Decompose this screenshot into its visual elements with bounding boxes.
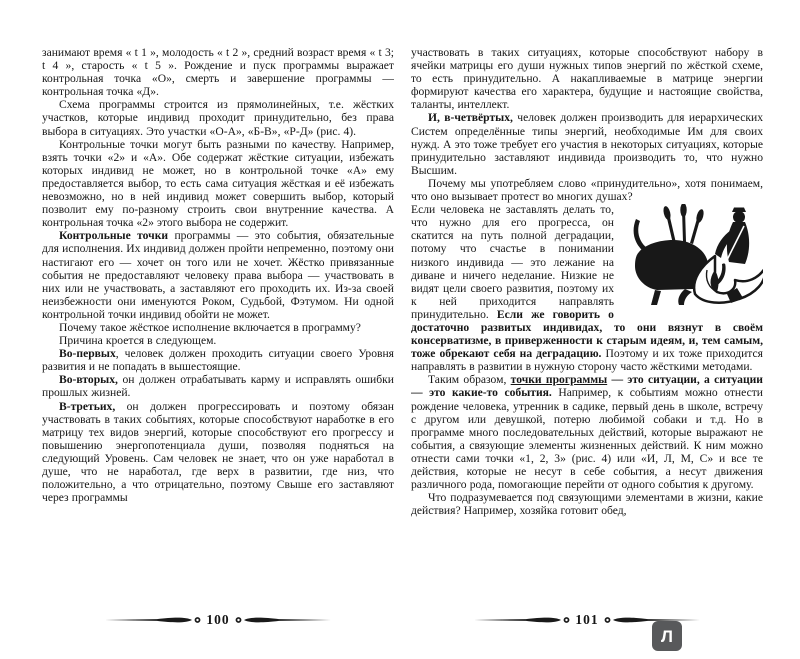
bull-tail (634, 219, 647, 251)
text-run: Контрольные точки могут быть разными по качеству. Например, взять точки «2» и «А». Обе содержат жёсткие ситуации, избежать которых индивид не может, но в контрольной точке «А» ему предоставляется выбор, то есть сама ситуация жёсткая и её избежать невозможно, но в ней индивид может совершить выбор, который позволит ему по-разному строить свои внутренние качества. А контрольная точка «2» этого выбора не содержит. (42, 137, 394, 230)
text-run: Схема программы строится из прямолинейных, т.е. жёстких участков, которые индивид проходит принудительно, без права выбора в ситуациях. Это участки «О-А», «Б-В», «Р-Д» (рис. 4). (42, 98, 394, 138)
text-run: участвовать в таких ситуациях, которые способствуют набору в ячейки матрицы его души нужных типов энергий по жёсткой схеме, то есть принудительно. А накапливаемые в матрице энергии формируют качества его характера, будущие и настоящие свойства, таланты, интеллект. (411, 46, 763, 112)
paragraph (411, 46, 763, 111)
text-run: Почему такое жёсткое исполнение включается в программу? (59, 320, 361, 334)
labirint-logo[interactable] (652, 621, 682, 651)
right-page (411, 46, 763, 602)
divider-ornament-icon (235, 614, 331, 626)
paragraph (411, 203, 763, 373)
text-run: он должен прогрессировать и поэтому обязан участвовать в таких событиях, которые способствуют наработке в его матрицу тех видов энергий, которые способствуют его прогрессу и повышению энергопотенциала души, позволяя подняться на следующий Уровень. Сам человек не знает, что он уже наработал в душе, что не наработал, где верх в развитии, где низ, что положительно, а что отрицательно, поэтому Свыше его заставляют через программы (42, 399, 394, 505)
text-run: Контрольные точки (59, 229, 169, 243)
matador-hat (732, 208, 746, 213)
text-run: Таким образом, (428, 373, 511, 387)
divider-ornament-icon (105, 614, 201, 626)
text-run: точки программы (510, 373, 608, 387)
bull-back-leg (651, 290, 661, 305)
text-run: программы — это события, обязательные для исполнения. Их индивид должен пройти непременно, поэтому они настигают его — хочет он того или не хочет. Жёстко привязанные события не предоставляют человеку права выбора — участвовать в них или не участвовать, а заставляют его проходить их. Из-за своей неизбежности они именуются Роком, Судьбой, Фэтумом. Ни одной контрольной точки индивид обойти не может. (42, 229, 394, 321)
paragraph (42, 138, 394, 230)
text-run: Поэтому и их тоже приходится направлять в развитии в нужную сторону часто жёсткими методами. (411, 347, 763, 374)
text-run: — это ситуации, а ситуации — это какие-то события. (411, 373, 763, 400)
paragraph (42, 400, 394, 505)
left-page (42, 46, 394, 602)
paragraph (42, 46, 394, 98)
paragraph (411, 373, 763, 491)
text-run: Например, к событиям можно отнести рождение человека, утренник в садике, первый день в школе, встречу с другом или девушкой, потерю любимой собаки и т.д. Но в программе много последовательных действий, которые выражают не события, а связующие элементы жизненных действий. К ним можно отнести сами точки «1, 2, 3» (рис. 4) или «И, Л, М, С» и все те действия, которые не несут в себе события, а несут движения различного рода, помогающие перейти от одного события к другому. (411, 386, 763, 492)
page-number: 101 (575, 612, 599, 627)
text-run: Во-вторых, (59, 373, 118, 387)
text-run: человек должен производить для иерархических Систем определённые типы энергий, необходимые Им для своих нужд. А это тоже требует его участия в некоторых ситуациях, которые принудительно заставляют индивида производить то, что нужно Высшим. (411, 111, 763, 177)
text-run: Почему мы употребляем слово «принудительно», хотя понимаем, что оно вызывает протест во многих душах? (411, 176, 763, 204)
text-run: В-третьих, (59, 399, 116, 413)
text-run: Если же говорить о достаточно развитых индивидах, то они вязнут в своём консерватизме, в приверженности к старым идеям, и, тем самым, тоже обрекают себя на деградацию. (411, 307, 763, 361)
text-run: занимают время « t 1 », молодость « t 2 », средний возраст время « t 3; t 4 », старость « t 5 ». Рождение и пуск программы выражает контрольная точка «О», смерть и завершение программы — контрольная точка «Д». (42, 46, 394, 99)
paragraph (42, 373, 394, 399)
paragraph (411, 491, 763, 517)
text-run: Если человека не заставлять делать то, что нужно для его прогресса, он скатится на путь полной деградации, потому что счастье в понимании низкого индивида — это лежание на диване и ничего неделание. Низкие не видят цели своего развития, поэтому их к ней приходится направлять принудительно. (411, 203, 614, 321)
right-page-text (411, 46, 763, 517)
paragraph (42, 321, 394, 334)
paragraph (42, 229, 394, 321)
page-number: 100 (206, 612, 230, 627)
paragraph (411, 177, 763, 203)
text-run: , человек должен проходить ситуации своего Уровня развития и не попадать в вышестоящие. (42, 347, 394, 374)
paragraph (42, 98, 394, 137)
right-page-footer (411, 612, 763, 628)
text-run: Что подразумевается под связующими элементами в жизни, какие действия? Например, хозяйка готовит обед, (411, 491, 763, 518)
matador-head (733, 211, 745, 223)
text-run: он должен отрабатывать карму и исправлять ошибки прошлых жизней. (42, 373, 394, 400)
bullfighter-with-bull-illustration (623, 204, 763, 308)
left-page-text (42, 46, 394, 504)
left-page-footer (42, 612, 394, 628)
text-run: Во-первых (59, 347, 116, 361)
paragraph (411, 111, 763, 176)
paragraph (42, 334, 394, 347)
bull-front-leg (678, 289, 692, 305)
paragraph (42, 347, 394, 373)
labirint-logo-letter: Л (661, 626, 673, 646)
matador-body (727, 222, 749, 264)
banderilla-tuft (680, 204, 686, 217)
banderilla-tuft (662, 206, 672, 221)
text-run: И, в-четвёртых, (428, 111, 513, 125)
text-run: Причина кроется в следующем. (59, 334, 217, 348)
divider-ornament-icon (474, 614, 570, 626)
